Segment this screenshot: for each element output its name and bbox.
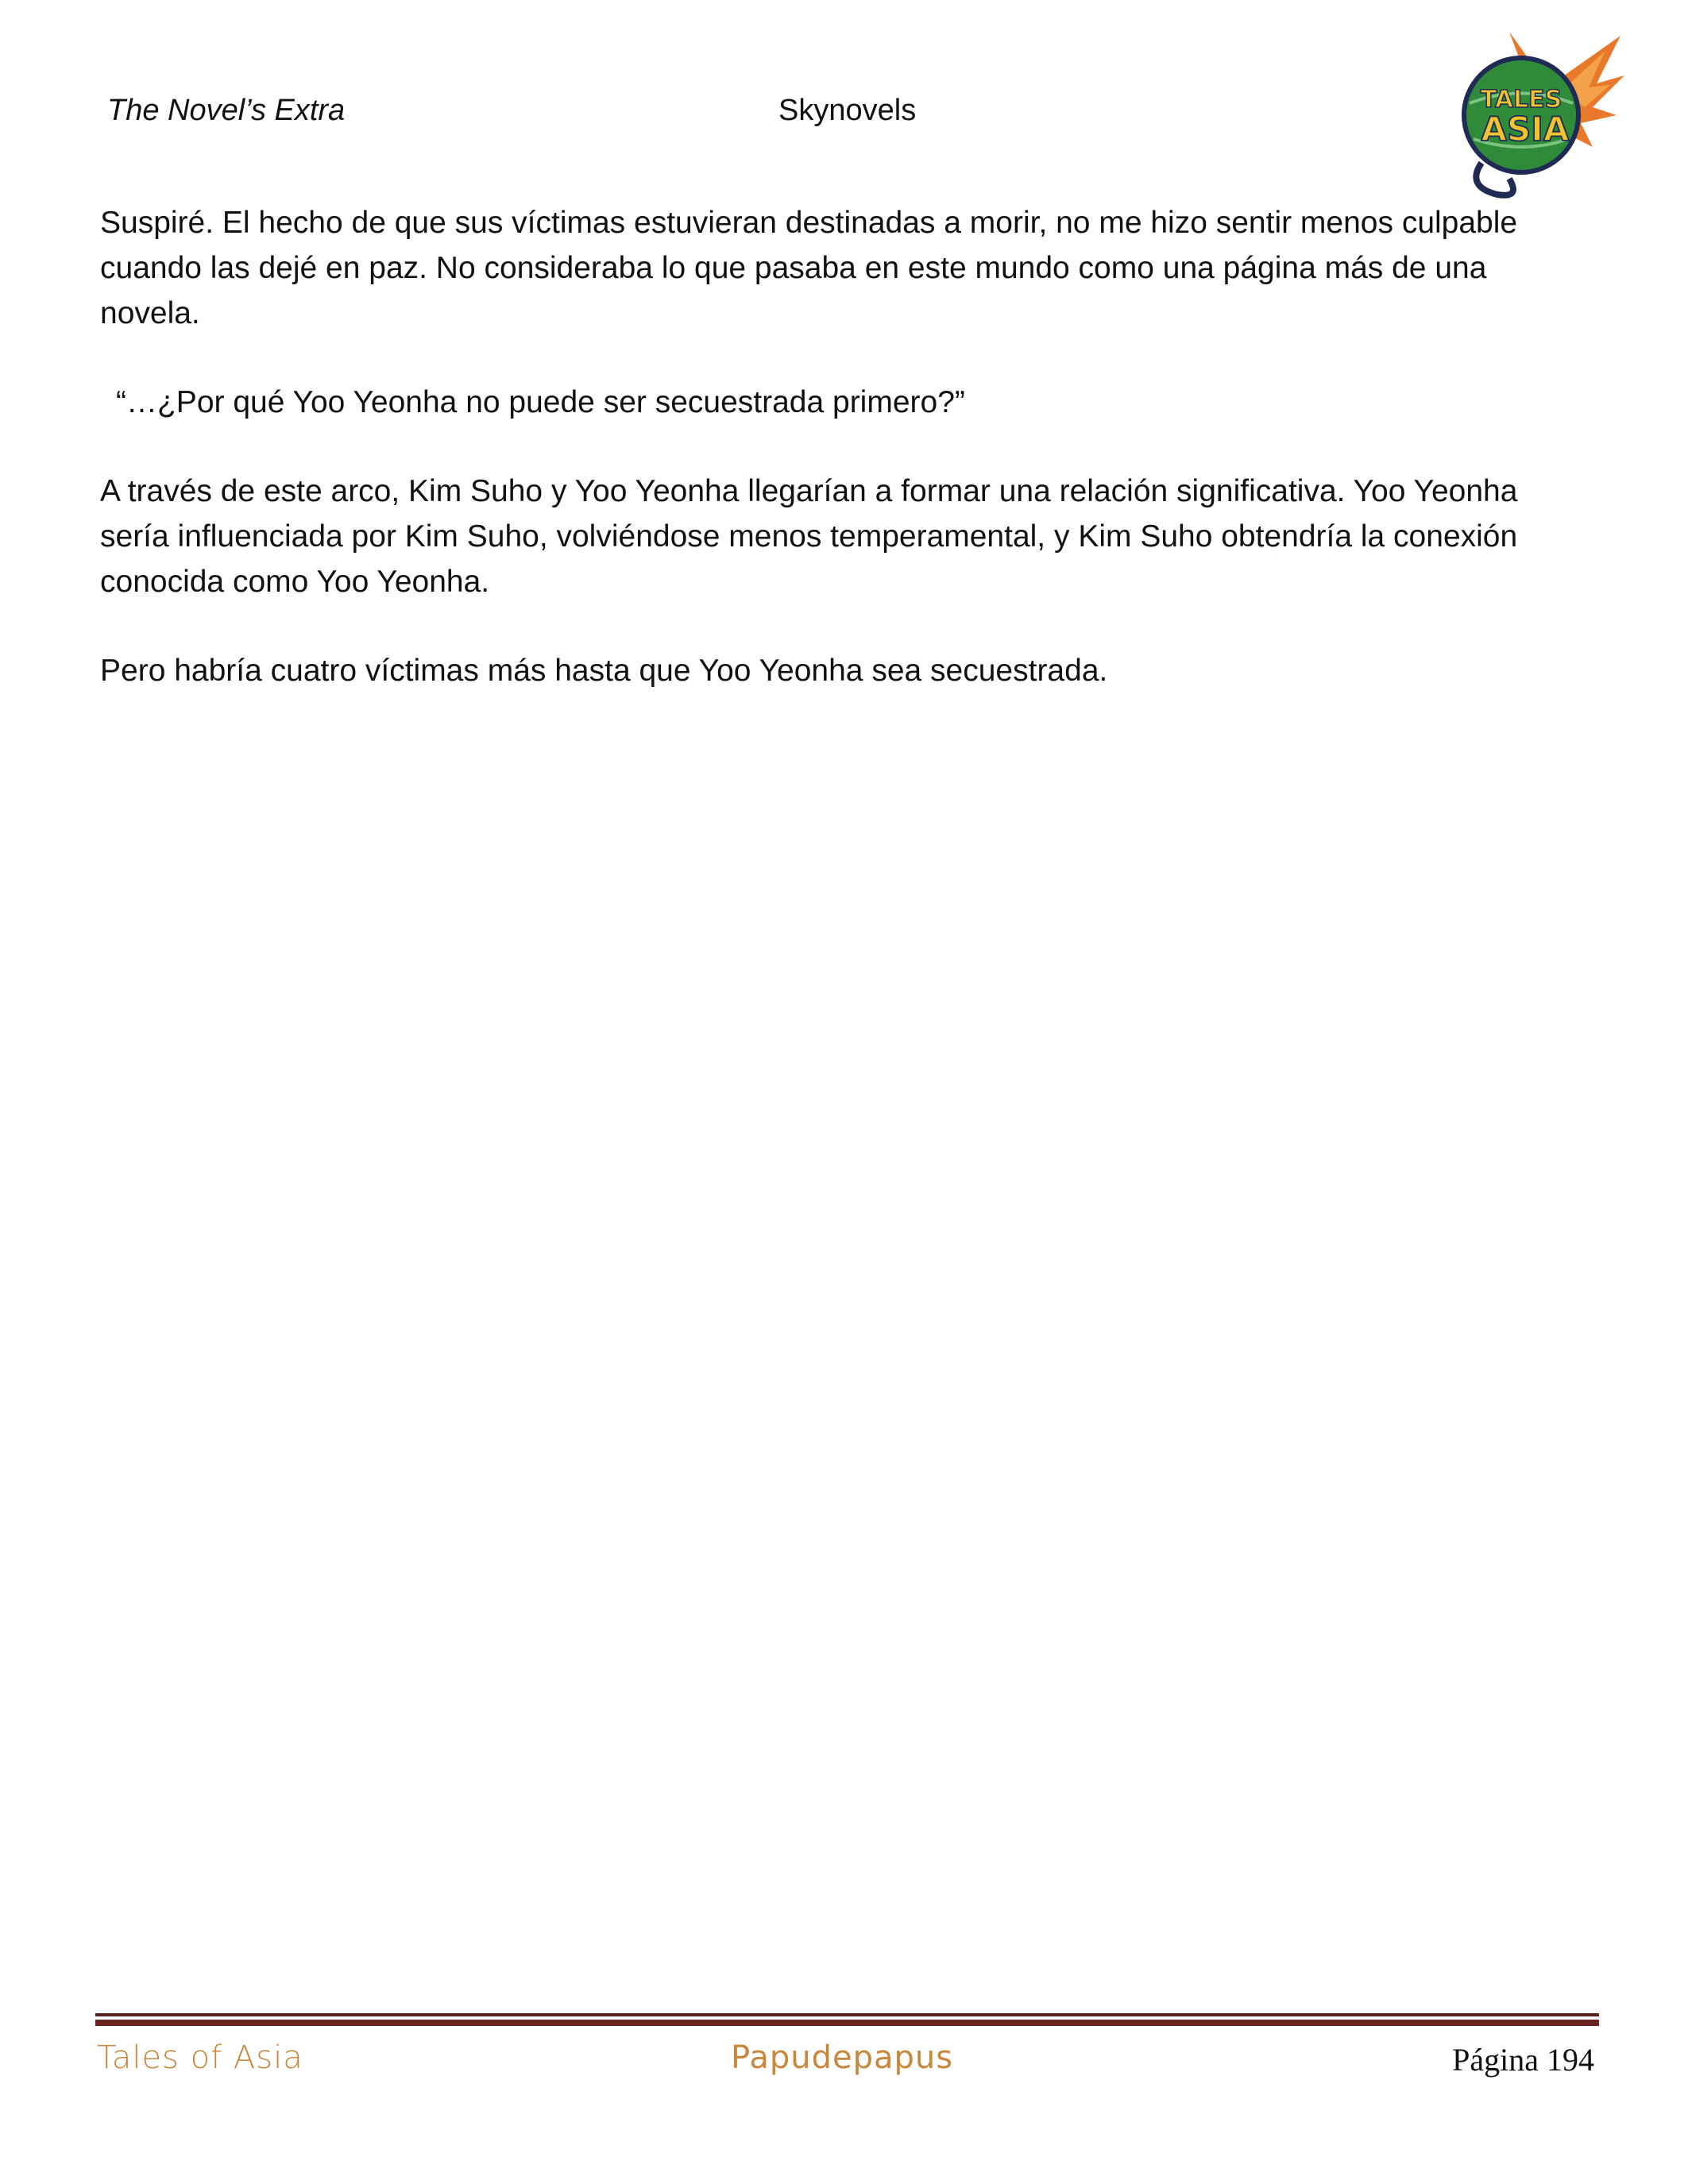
logo-text-bottom: ASIA	[1481, 110, 1570, 149]
dialogue-quote: “…¿Por qué Yoo Yeonha no puede ser secuestrada primero?”	[116, 385, 965, 419]
book-title: The Novel’s Extra	[107, 94, 346, 127]
chapter-body	[100, 200, 1578, 737]
page-number: Página 194	[1452, 2042, 1594, 2078]
footer-divider-thick	[95, 2020, 1599, 2026]
logo-text-top: TALES	[1480, 86, 1562, 114]
footer-divider	[95, 2013, 1599, 2016]
tales-of-asia-logo	[1434, 28, 1624, 203]
footer-translator: Papudepapus	[731, 2039, 954, 2076]
paragraph: Suspiré. El hecho de que sus víctimas estuvieran destinadas a morir, no me hizo sentir menos culpable cuando las dejé en paz. No consideraba lo que pasaba en este mundo como una página más de una novela.	[100, 206, 1518, 330]
site-name: Skynovels	[778, 94, 917, 127]
paragraph: A través de este arco, Kim Suho y Yoo Yeonha llegarían a formar una relación significativa. Yoo Yeonha sería influenciada por Kim Suho, volviéndose menos temperamental, y Kim Suho obtendría la conexión conocida como Yoo Yeonha.	[100, 474, 1518, 599]
paragraph: Pero habría cuatro víctimas más hasta que Yoo Yeonha sea secuestrada.	[100, 654, 1108, 688]
footer-group-name: Tales of Asia	[97, 2039, 303, 2076]
